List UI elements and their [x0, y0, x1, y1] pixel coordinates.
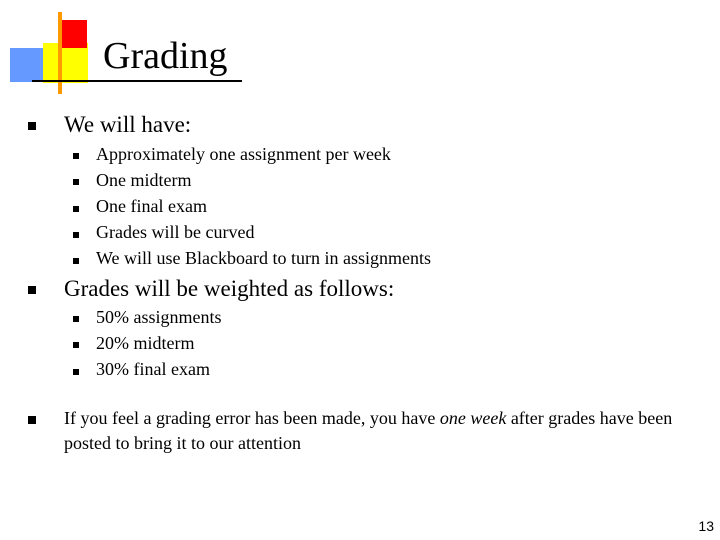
sub-bullet-marker — [73, 369, 79, 375]
sub-bullet-text: 30% final exam — [96, 359, 210, 379]
sub-bullet-text: 20% midterm — [96, 333, 195, 353]
page-number: 13 — [698, 518, 714, 534]
sub-bullet-marker — [73, 206, 79, 212]
sub-bullet-text: Grades will be curved — [96, 222, 255, 242]
sub-bullet-text: 50% assignments — [96, 307, 222, 327]
bullet-marker — [28, 286, 36, 294]
final-bullet-text — [64, 406, 704, 456]
title-underline — [32, 80, 242, 82]
sub-bullet-text: Approximately one assignment per week — [96, 144, 391, 164]
sub-bullet-marker — [73, 153, 79, 159]
bullet-marker — [28, 122, 36, 130]
sub-bullet-marker — [73, 342, 79, 348]
sub-bullet-marker — [73, 232, 79, 238]
decor-red-square — [60, 20, 87, 48]
slide-title: Grading — [103, 35, 228, 77]
bullet-text: Grades will be weighted as follows: — [64, 276, 395, 301]
sub-bullet-text: One final exam — [96, 196, 207, 216]
bullet-marker — [28, 416, 36, 424]
decor-yellow-square — [43, 43, 88, 83]
final-bullet-emphasis: one week — [439, 408, 507, 428]
bullet-text: We will have: — [64, 112, 192, 137]
sub-bullet-text: One midterm — [96, 170, 192, 190]
sub-bullet-marker — [73, 258, 79, 264]
final-bullet-after: after grades have been posted to bring it to our attention — [64, 408, 673, 453]
sub-bullet-marker — [73, 316, 79, 322]
final-bullet-before: If you feel a grading error has been made, you have — [64, 408, 440, 428]
sub-bullet-marker — [73, 179, 79, 185]
sub-bullet-text: We will use Blackboard to turn in assignments — [96, 248, 431, 268]
